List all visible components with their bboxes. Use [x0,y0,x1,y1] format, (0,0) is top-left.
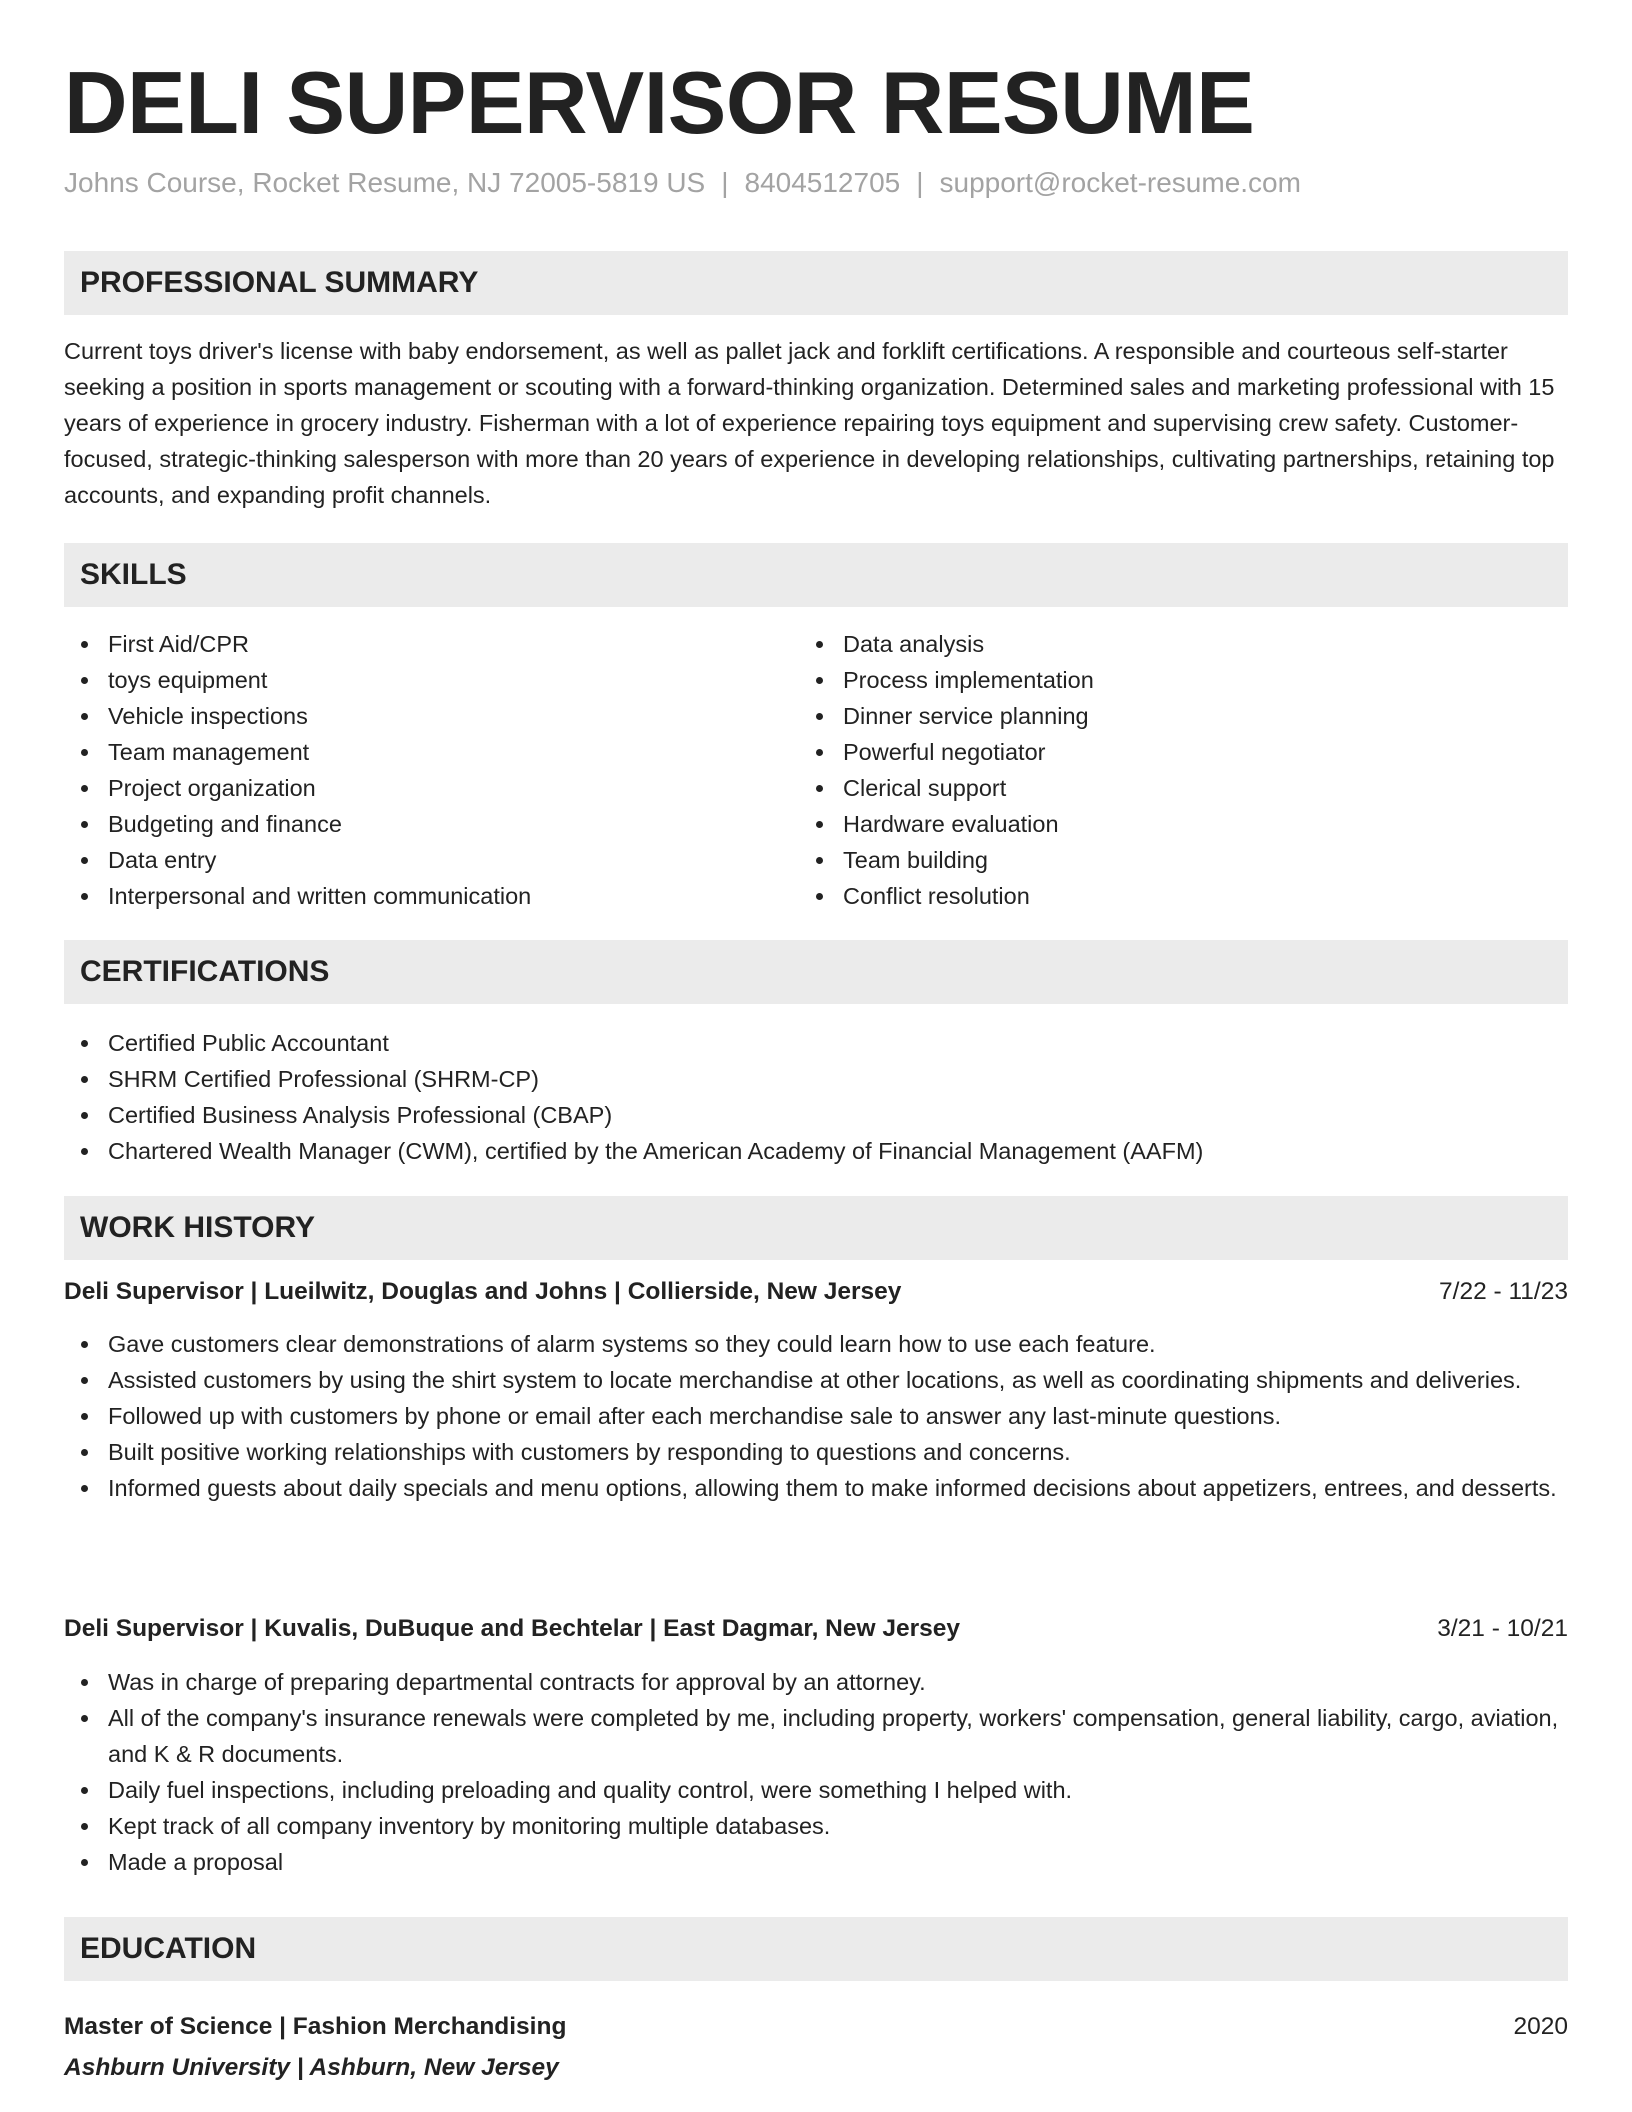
resume-title: DELI SUPERVISOR RESUME [64,53,1255,152]
certification-item: Chartered Wealth Manager (CWM), certified by the American Academy of Financial Management (AAFM) [64,1133,1568,1169]
job-duty-item: Informed guests about daily specials and menu options, allowing them to make informed decisions about appetizers, entrees, and desserts. [64,1470,1568,1506]
skills-list-left [64,626,764,914]
job-title: Deli Supervisor | Kuvalis, DuBuque and Bechtelar | East Dagmar, New Jersey [64,1615,961,1642]
job-duty-item: Assisted customers by using the shirt system to locate merchandise at other locations, as well as coordinating shipments and deliveries. [64,1362,1568,1398]
skill-item: First Aid/CPR [64,626,764,662]
skill-item: Conflict resolution [799,878,1499,914]
job-duty-item: Followed up with customers by phone or email after each merchandise sale to answer any last-minute questions. [64,1398,1568,1434]
skill-item: Budgeting and finance [64,806,764,842]
section-heading-skills: SKILLS [64,543,1568,607]
contact-address: Johns Course, Rocket Resume, NJ 72005-5819 US [64,167,706,198]
skill-item: Interpersonal and written communication [64,878,764,914]
skill-item: Team management [64,734,764,770]
certification-item: SHRM Certified Professional (SHRM-CP) [64,1061,1568,1097]
job-dates: 7/22 - 11/23 [1439,1278,1568,1305]
skill-item: Hardware evaluation [799,806,1499,842]
job-duty-item: Daily fuel inspections, including preloading and quality control, were something I helped with. [64,1772,1568,1808]
contact-email: support@rocket-resume.com [939,167,1301,198]
skill-item: Clerical support [799,770,1499,806]
skill-item: Data entry [64,842,764,878]
section-heading-work-history: WORK HISTORY [64,1196,1568,1260]
contact-separator: | [916,167,924,198]
certification-item: Certified Public Accountant [64,1025,1568,1061]
certification-item: Certified Business Analysis Professional (CBAP) [64,1097,1568,1133]
education-year: 2020 [1513,2013,1568,2040]
skill-item: Project organization [64,770,764,806]
contact-line [64,165,1301,201]
education-school: Ashburn University | Ashburn, New Jersey [64,2054,559,2081]
skill-item: toys equipment [64,662,764,698]
job-duty-item: Gave customers clear demonstrations of alarm systems so they could learn how to use each feature. [64,1326,1568,1362]
education-header [64,2009,1568,2045]
job-duties-list [64,1326,1568,1506]
job-duty-item: Kept track of all company inventory by monitoring multiple databases. [64,1808,1568,1844]
summary-text: Current toys driver's license with baby endorsement, as well as pallet jack and forklift certifications. A responsible and courteous self-starter seeking a position in sports management or scouting with a forward-thinking organization. Determined sales and marketing professional with 15 years of experience in grocery industry. Fisherman with a lot of experience repairing toys equipment and supervising crew safety. Customer-focused, strategic-thinking salesperson with more than 20 years of experience in developing relationships, cultivating partnerships, retaining top accounts, and expanding profit channels. [64,338,1555,508]
skill-item: Powerful negotiator [799,734,1499,770]
job-duties-list [64,1664,1568,1880]
skills-list-right [799,626,1499,914]
skill-item: Process implementation [799,662,1499,698]
section-heading-certifications: CERTIFICATIONS [64,940,1568,1004]
contact-separator: | [721,167,729,198]
education-degree: Master of Science | Fashion Merchandising [64,2013,567,2040]
section-heading-education: EDUCATION [64,1917,1568,1981]
job-header [64,1274,1568,1310]
section-heading-summary: PROFESSIONAL SUMMARY [64,251,1568,315]
skill-item: Team building [799,842,1499,878]
job-dates: 3/21 - 10/21 [1437,1615,1568,1642]
skill-item: Vehicle inspections [64,698,764,734]
job-duty-item: All of the company's insurance renewals were completed by me, including property, workers' compensation, general liability, cargo, aviation, and K & R documents. [64,1700,1568,1772]
skill-item: Data analysis [799,626,1499,662]
job-duty-item: Made a proposal [64,1844,1568,1880]
job-header [64,1611,1568,1647]
job-duty-item: Built positive working relationships with customers by responding to questions and concerns. [64,1434,1568,1470]
job-title: Deli Supervisor | Lueilwitz, Douglas and Johns | Collierside, New Jersey [64,1278,902,1305]
skill-item: Dinner service planning [799,698,1499,734]
job-duty-item: Was in charge of preparing departmental contracts for approval by an attorney. [64,1664,1568,1700]
contact-phone: 8404512705 [744,167,901,198]
certifications-list [64,1025,1568,1169]
